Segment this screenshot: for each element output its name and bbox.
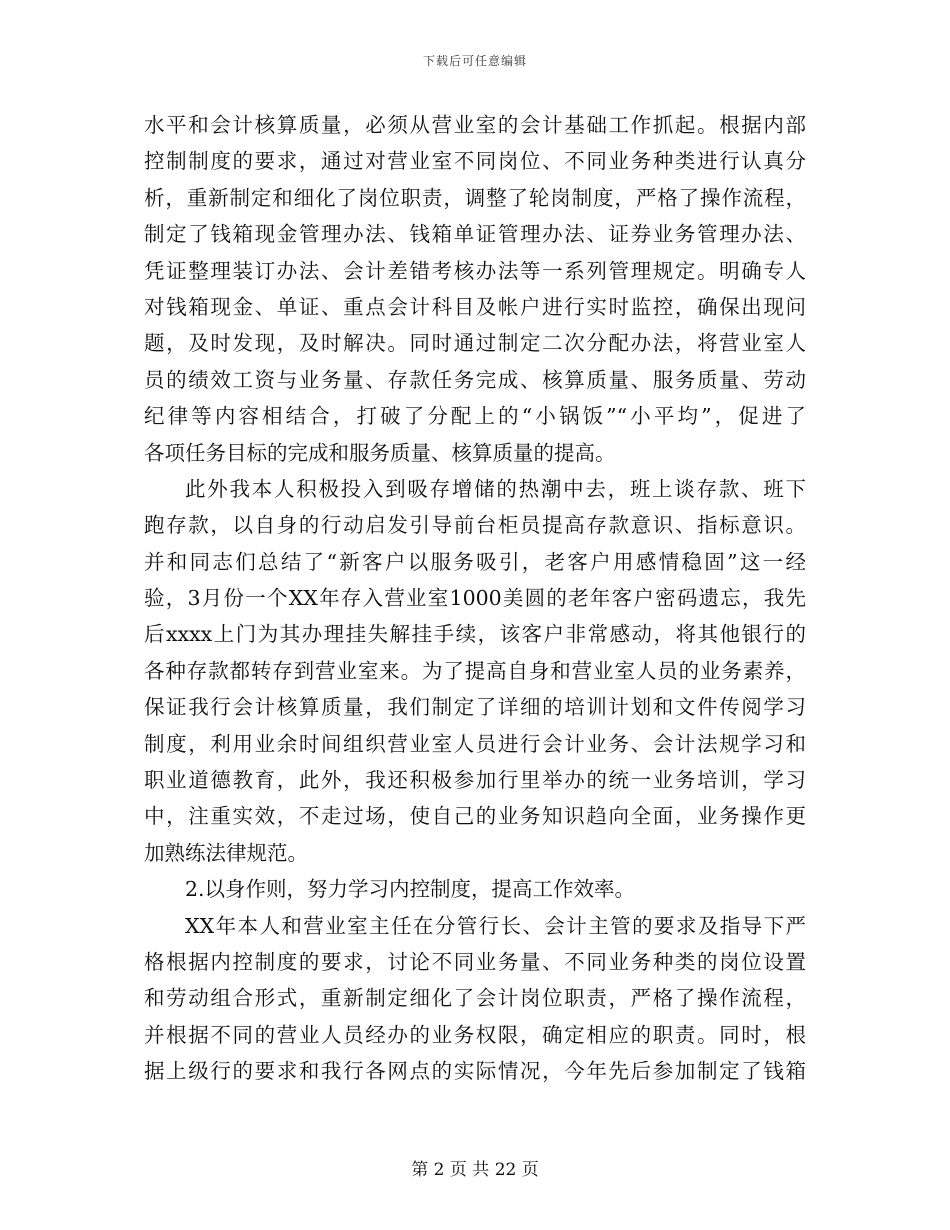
text-line: 对钱箱现金、单证、重点会计科目及帐户进行实时监控，确保出现问 [144,294,806,319]
text-line: 格根据内控制度的要求，讨论不同业务量、不同业务种类的岗位设置 [144,949,806,974]
text-line: 此外我本人积极投入到吸存增储的热潮中去，班上谈存款、班下 [185,476,806,501]
text-line: 据上级行的要求和我行各网点的实际情况，今年先后参加制定了钱箱 [144,1059,806,1084]
text-line: 加熟练法律规范。 [144,840,308,865]
text-line: 后xxxx上门为其办理挂失解挂手续，该客户非常感动，将其他银行的 [144,622,806,647]
text-line: 保证我行会计核算质量，我们制定了详细的培训计划和文件传阅学习 [144,695,806,720]
text-line: 和劳动组合形式，重新制定细化了会计岗位职责，严格了操作流程， [144,986,806,1011]
text-line: 纪律等内容相结合，打破了分配上的“小锅饭”“小平均”，促进了 [144,404,806,429]
text-line: 各种存款都转存到营业室来。为了提高自身和营业室人员的业务素养， [144,658,806,683]
text-line: 控制制度的要求，通过对营业室不同岗位、不同业务种类进行认真分 [144,149,806,174]
text-line: 跑存款，以自身的行动启发引导前台柜员提高存款意识、指标意识。 [144,513,806,538]
text-line: XX年本人和营业室主任在分管行长、会计主管的要求及指导下严 [185,913,806,938]
text-line: 凭证整理装订办法、会计差错考核办法等一系列管理规定。明确专人 [144,258,806,283]
text-line: 析，重新制定和细化了岗位职责，调整了轮岗制度，严格了操作流程， [144,185,806,210]
text-line: 员的绩效工资与业务量、存款任务完成、核算质量、服务质量、劳动 [144,367,806,392]
text-line: 水平和会计核算质量，必须从营业室的会计基础工作抓起。根据内部 [144,113,806,137]
text-line: 各项任务目标的完成和服务质量、核算质量的提高。 [144,440,616,465]
text-line: 职业道德教育，此外，我还积极参加行里举办的统一业务培训，学习 [144,768,806,793]
text-line: 验，3月份一个XX年存入营业室1000美圆的老年客户密码遗忘，我先 [144,586,806,611]
text-line: 并和同志们总结了“新客户以服务吸引，老客户用感情稳固”这一经 [144,549,806,574]
text-line: 并根据不同的营业人员经办的业务权限，确定相应的职责。同时，根 [144,1022,806,1047]
document-body [144,107,806,1090]
page-header: 下载后可任意编辑 [422,54,527,68]
page-number: 第 2 页 共 22 页 [411,1160,539,1180]
text-line: 制度，利用业余时间组织营业室人员进行会计业务、会计法规学习和 [144,731,806,756]
text-line: 2.以身作则，努力学习内控制度，提高工作效率。 [185,877,636,902]
text-line: 中，注重实效，不走过场，使自己的业务知识趋向全面，业务操作更 [144,804,806,829]
text-line: 题，及时发现，及时解决。同时通过制定二次分配办法，将营业室人 [144,331,806,356]
text-line: 制定了钱箱现金管理办法、钱箱单证管理办法、证券业务管理办法、 [144,222,806,247]
